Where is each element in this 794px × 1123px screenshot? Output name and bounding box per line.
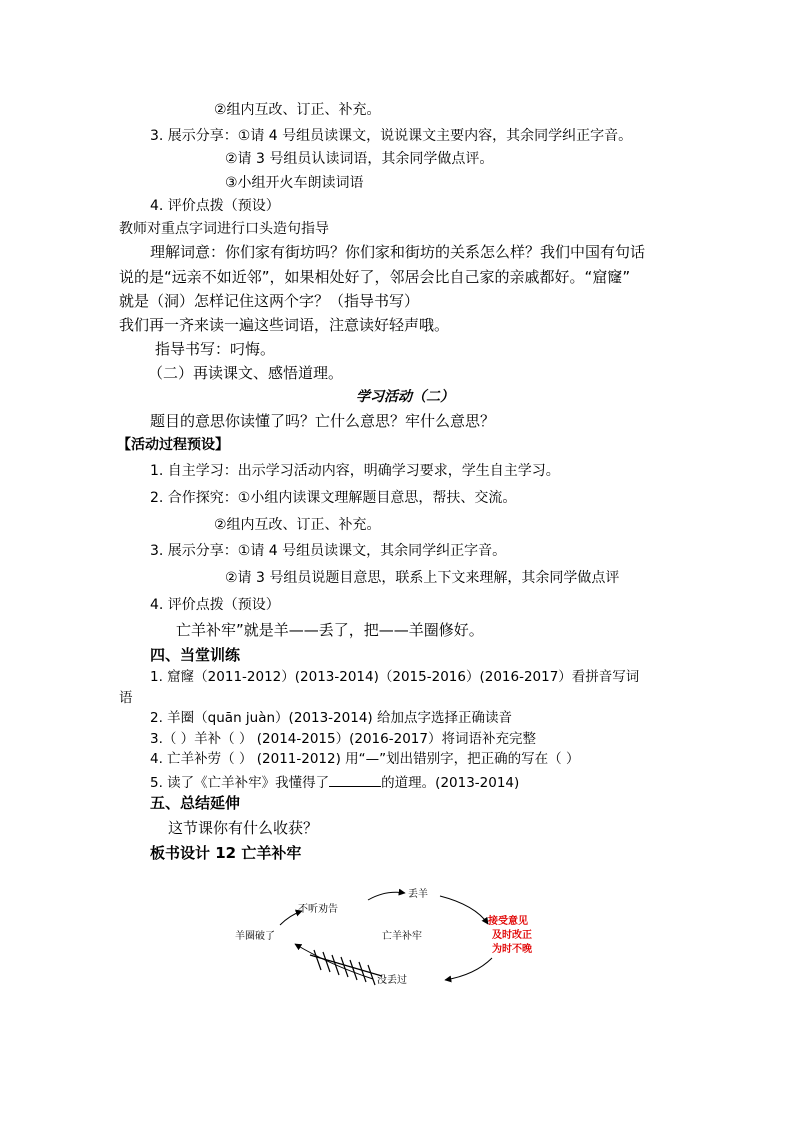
strike-marks (310, 950, 382, 985)
text-line: 1. 自主学习：出示学习活动内容，明确学习要求，学生自主学习。 (150, 463, 560, 479)
lesson-line: 及时改正 (492, 930, 532, 941)
text-line: 3. 展示分享：①请 4 号组员读课文，其余同学纠正字音。 (150, 543, 507, 559)
text-line: 4. 亡羊补劳（ ） (2011-2012) 用“—”划出错别字，把正确的写在（ ） (150, 751, 580, 767)
answer-blank (329, 774, 381, 787)
text-line: 3. 展示分享：①请 4 号组员读课文，说说课文主要内容，其余同学纠正字音。 (150, 128, 633, 144)
text-line: 4. 评价点拨（预设） (150, 597, 280, 613)
text-line: ③小组开火车朗读词语 (225, 175, 364, 191)
section-heading: 五、总结延伸 (150, 794, 241, 812)
activity-heading: 学习活动（二） (356, 389, 454, 405)
lesson-line: 接受意见 (488, 916, 528, 927)
text-line: ②请 3 号组员说题目意思，联系上下文来理解，其余同学做点评 (225, 570, 620, 586)
text-part: 的道理。(2013-2014) (381, 775, 520, 791)
text-line: 指导书写：叼悔。 (155, 340, 276, 358)
text-line: 我们再一齐来读一遍这些词语，注意读好轻声哦。 (119, 316, 450, 334)
text-part: 5. 读了《亡羊补牢》我懂得了 (150, 775, 330, 791)
node-label: 丢羊 (408, 889, 428, 900)
text-line: 2. 合作探究：①小组内读课文理解题目意思，帮扶、交流。 (150, 490, 517, 506)
text-line: 3.（ ）羊补（ ） (2014-2015）(2016-2017）将词语补充完整 (150, 731, 536, 747)
text-line: 2. 羊圈（quān juàn）(2013-2014) 给加点字选择正确读音 (150, 710, 512, 726)
text-line: 教师对重点字词进行口头造句指导 (119, 221, 329, 237)
text-line: ②组内互改、订正、补充。 (214, 517, 381, 533)
text-line: 语 (119, 690, 133, 706)
text-line: 这节课你有什么收获？ (168, 819, 319, 837)
text-line: 理解词意：你们家有街坊吗？你们家和街坊的关系怎么样？我们中国有句话 (150, 243, 646, 261)
text-line: 亡羊补牢”就是羊——丢了，把——羊圈修好。 (176, 621, 484, 639)
text-line: 1. 窟窿（2011-2012）(2013-2014)（2015-2016）(2016-2017）看拼音写词 (150, 669, 640, 685)
arrow (445, 958, 492, 980)
text-line: 说的是“远亲不如近邻”，如果相处好了，邻居会比自己家的亲戚都好。“窟窿” (119, 268, 631, 286)
arrow (368, 892, 405, 900)
text-line: 就是（洞）怎样记住这两个字？（指导书写） (119, 292, 420, 310)
text-line: ②组内互改、订正、补充。 (214, 102, 381, 118)
node-label: 没丢过 (377, 975, 407, 986)
text-line: 题目的意思你读懂了吗？亡什么意思？牢什么意思？ (150, 412, 496, 430)
node-label: 羊圈破了 (235, 931, 275, 942)
text-line: 4. 评价点拨（预设） (150, 198, 280, 214)
arrow (440, 896, 488, 924)
node-label: 亡羊补牢 (382, 931, 422, 942)
lesson-line: 为时不晚 (492, 944, 532, 955)
node-label: 不听劝告 (298, 904, 338, 915)
blackboard-diagram (230, 880, 570, 1000)
text-line: ②请 3 号组员认读词语，其余同学做点评。 (225, 151, 494, 167)
text-line (150, 774, 519, 791)
section-heading: 板书设计 12 亡羊补牢 (150, 844, 302, 862)
section-heading: 四、当堂训练 (150, 646, 241, 664)
section-heading: 【活动过程预设】 (117, 437, 229, 453)
text-line: （二）再读课文、感悟道理。 (148, 364, 344, 382)
